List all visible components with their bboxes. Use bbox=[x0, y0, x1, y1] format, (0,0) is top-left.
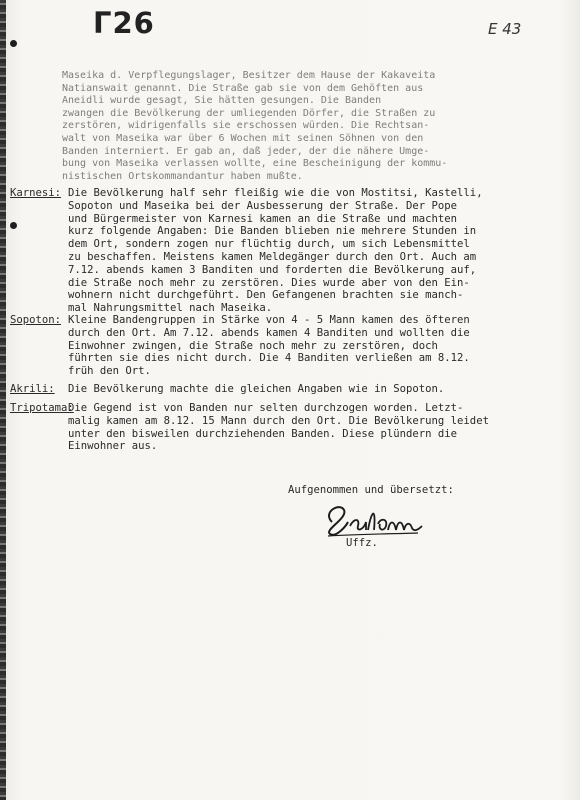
text-line: malig kamen am 8.12. 15 Mann durch den Ort. Die Bevölkerung leidet bbox=[68, 414, 489, 427]
text-line: wohnern nicht durchgeführt. Den Gefangenen brachten sie manch- bbox=[68, 289, 464, 302]
text-line: mal Nahrungsmittel nach Maseika. bbox=[68, 302, 273, 315]
document-number: Γ26 bbox=[93, 6, 155, 40]
text-line: Natianswait genannt. Die Straße gab sie von dem Gehöften aus bbox=[62, 82, 424, 94]
section-sopoton bbox=[10, 314, 570, 378]
section-body bbox=[68, 383, 570, 396]
text-line: bung von Maseika verlassen wollte, eine Bescheinigung der kommu- bbox=[62, 158, 448, 170]
section-karnesi bbox=[10, 187, 570, 315]
text-line: die Straße noch mehr zu zerstören. Dies wurde aber von den Ein- bbox=[68, 276, 470, 289]
text-line: unter den bisweilen durchziehenden Banden. Diese plündern die bbox=[68, 427, 458, 440]
text-line: Einwohner aus. bbox=[68, 440, 158, 453]
text-line: zerstören, widrigenfalls sie erschossen würden. Die Rechtsan- bbox=[62, 120, 430, 132]
text-line: Banden interniert. Er gab an, daß jeder, der die nähere Umge- bbox=[62, 145, 430, 157]
archive-number: E 43 bbox=[488, 20, 522, 38]
handwritten-signature bbox=[318, 500, 428, 540]
text-line: Die Bevölkerung half sehr fleißig wie die von Mostitsi, Kastelli, bbox=[68, 187, 483, 199]
text-line: Aneidli wurde gesagt, Sie hätten gesungen. Die Banden bbox=[62, 95, 382, 107]
punch-hole bbox=[10, 40, 17, 47]
text-line: und Bürgermeister von Karnesi kamen an die Straße und machten bbox=[68, 212, 458, 225]
text-line: nistischen Ortskommandantur haben mußte. bbox=[62, 170, 303, 182]
section-body bbox=[68, 187, 570, 315]
text-line: zu beschaffen. Meistens kamen Meldegänger durch den Ort. Auch am bbox=[68, 250, 477, 263]
section-label: Karnesi: bbox=[10, 187, 62, 199]
text-line: kurz folgende Angaben: Die Banden blieben nie mehrere Stunden in bbox=[68, 225, 477, 238]
text-line: Die Gegend ist von Banden nur selten durchzogen worden. Letzt- bbox=[68, 402, 464, 414]
text-line: Maseika d. Verpflegungslager, Besitzer dem Hause der Kakaveita bbox=[62, 70, 436, 81]
section-body bbox=[68, 314, 570, 378]
section-akrili bbox=[10, 383, 570, 396]
text-line: führten sie dies nicht durch. Die 4 Banditen verließen am 8.12. bbox=[68, 352, 470, 365]
closing-note: Aufgenommen und übersetzt: bbox=[288, 484, 454, 496]
text-line: Die Bevölkerung machte die gleichen Angaben wie in Sopoton. bbox=[68, 383, 445, 395]
section-label: Sopoton: bbox=[10, 314, 62, 326]
text-line: Einwohner zwingen, die Straße noch mehr zu zerstören, doch bbox=[68, 339, 438, 352]
text-line: 7.12. abends kamen 3 Banditen und forderten die Bevölkerung auf, bbox=[68, 263, 477, 276]
text-line: zwangen die Bevölkerung der umliegenden Dörfer, die Straßen zu bbox=[62, 107, 436, 119]
faded-text-block bbox=[62, 70, 562, 183]
section-tripotama bbox=[10, 402, 570, 453]
scan-edge bbox=[0, 0, 6, 800]
text-line: Kleine Bandengruppen in Stärke von 4 - 5 Mann kamen des öfteren bbox=[68, 314, 470, 326]
section-body bbox=[68, 402, 570, 453]
text-line: dem Ort, sondern zogen nur flüchtig durch, um sich Lebensmittel bbox=[68, 238, 470, 251]
text-line: walt von Maseika war über 6 Wochen mit seinen Söhnen von den bbox=[62, 132, 424, 144]
text-line: Sopoton und Maseika bei der Ausbesserung der Straße. Der Pope bbox=[68, 199, 458, 212]
section-label: Tripotama: bbox=[10, 402, 74, 414]
text-line: früh den Ort. bbox=[68, 365, 151, 378]
text-line: durch den Ort. Am 7.12. abends kamen 4 Banditen und wollten die bbox=[68, 326, 470, 339]
signer-rank: Uffz. bbox=[346, 537, 378, 549]
section-label: Akrili: bbox=[10, 383, 55, 395]
